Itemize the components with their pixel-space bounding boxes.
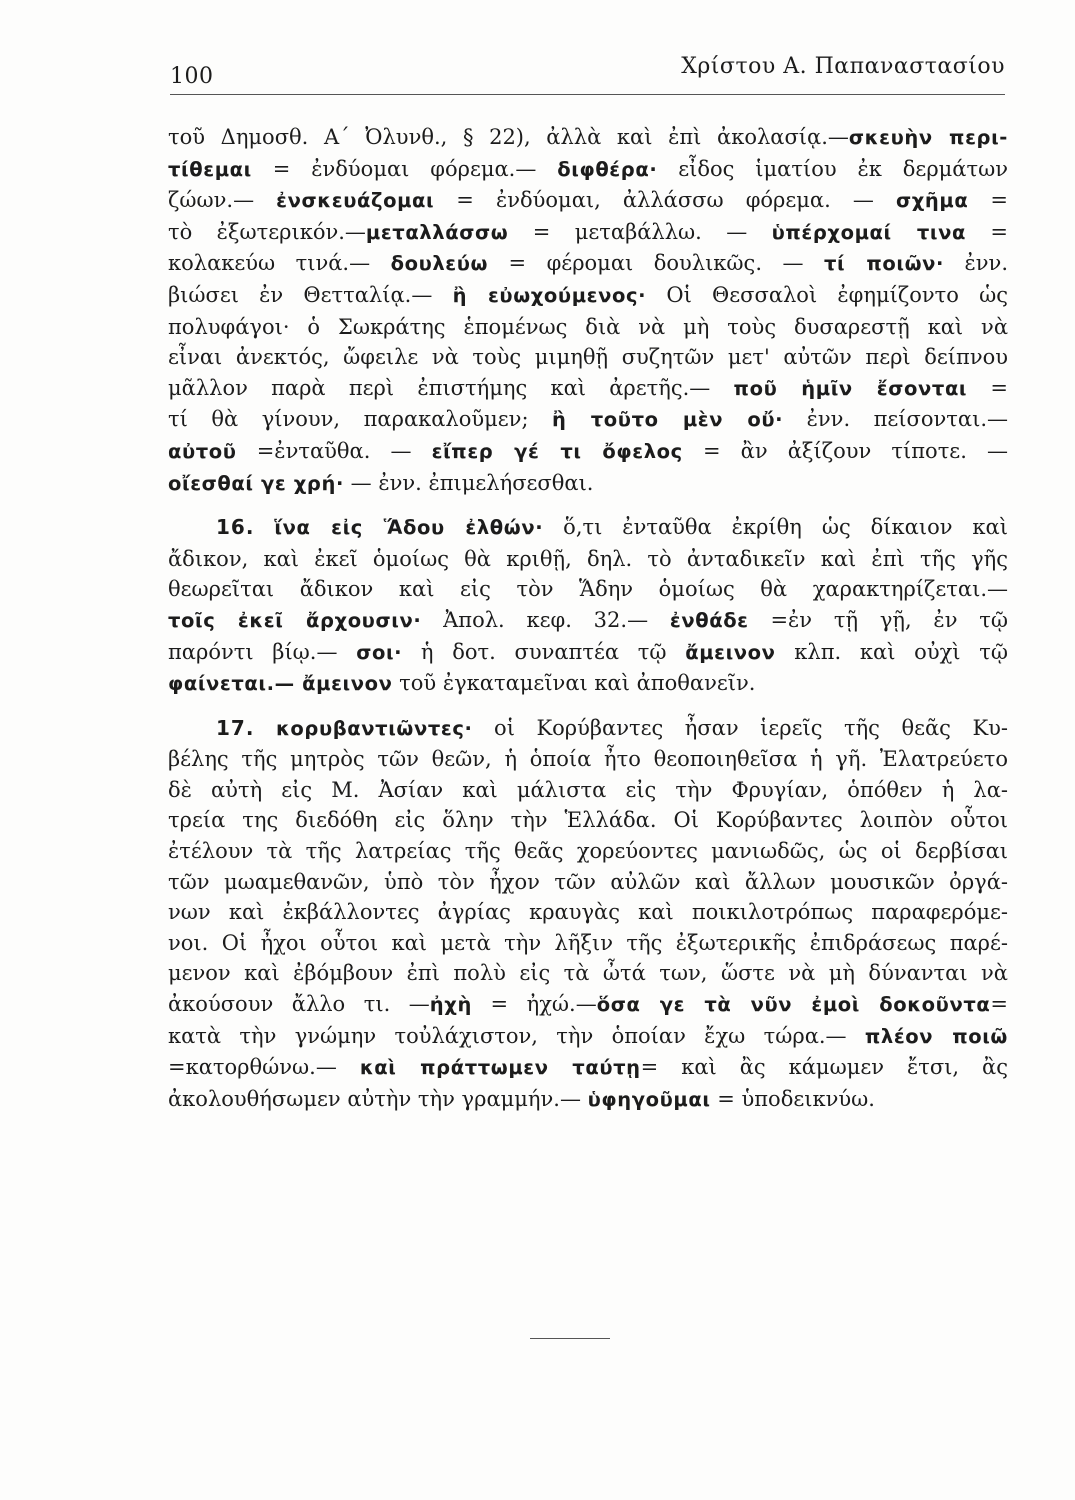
gloss-text: μᾶλλον παρὰ περὶ ἐπιστήμης καὶ ἀρετῆς.— [168, 375, 734, 400]
lemma: ἄμεινον [685, 640, 776, 664]
text-line [168, 1052, 1008, 1084]
lemma: ὑπέρχομαί τινα [771, 220, 966, 244]
lemma: οἴεσθαί γε χρή· [168, 471, 344, 495]
gloss-text: =ἐν τῇ γῇ, ἐν τῷ [748, 607, 1008, 632]
gloss-text: = καὶ ἂς κάμωμεν ἔτσι, ἂς [640, 1055, 1008, 1080]
lemma: ἢ τοῦτο μὲν οὔ· [552, 408, 784, 432]
lemma: μεταλλάσσω [365, 220, 509, 244]
text-line [168, 805, 1008, 836]
gloss-text: μενον καὶ ἐβόμβουν ἐπὶ πολὺ εἰς τὰ ὦτά των, ὥστε νὰ μὴ δύνανται νὰ [168, 961, 1008, 986]
lemma: τί ποιῶν· [823, 252, 945, 276]
gloss-text: τρεία της διεδόθη εἰς ὅλην τὴν Ἑλλάδα. Οἱ Κορύβαντες λοιπὸν οὗτοι [168, 808, 1008, 833]
gloss-text: ἐνν. πείσονται.— [783, 407, 1008, 432]
gloss-text: κλπ. καὶ οὐχὶ τῷ [775, 639, 1008, 664]
gloss-text: = μεταβάλλω. — [508, 219, 772, 244]
gloss-text: θεωρεῖται ἄδικον καὶ εἰς τὸν Ἅδην ὁμοίως θὰ χαρακτηρίζεται.— [168, 577, 1008, 602]
gloss-text: τί θὰ γίνουν, παρακαλοῦμεν; [168, 407, 553, 432]
gloss-text: Οἱ Θεσσαλοὶ ἐφημίζοντο ὡς [646, 282, 1008, 307]
gloss-text: τοῦ Δημοσθ. Α΄ Ὀλυνθ., § 22), ἀλλὰ καὶ ἐπὶ ἀκολασίᾳ.— [168, 125, 849, 149]
gloss-text: = ἐνδύομαι φόρεμα.— [251, 156, 558, 181]
text-line [168, 775, 1008, 806]
text-line [168, 436, 1008, 468]
text-line [168, 468, 1008, 500]
text-line [168, 512, 1008, 544]
lemma: ἢ εὐωχούμενος· [452, 283, 647, 307]
gloss-text: κατὰ τὴν γνώμην τοὐλάχιστον, τὴν ὁποίαν ἔχω τώρα.— [168, 1023, 865, 1048]
lemma: τίθεμαι [168, 157, 252, 181]
lemma: ποῦ ἡμῖν ἔσονται [733, 376, 968, 400]
gloss-text: = ἠχώ.— [471, 992, 597, 1017]
lemma: ἐνσκευάζομαι [276, 189, 435, 213]
gloss-text: οἱ Κορύβαντες ἦσαν ἱερεῖς τῆς θεᾶς Κυ- [472, 715, 1008, 740]
gloss-text: τῶν μωαμεθανῶν, ὑπὸ τὸν ἦχον τῶν αὐλῶν καὶ ἄλλων μουσικῶν ὀργά- [168, 869, 1008, 894]
text-line [168, 122, 1008, 154]
lemma: τοῖς ἐκεῖ ἄρχουσιν· [168, 608, 422, 632]
text-line [168, 217, 1008, 249]
text-line [168, 867, 1008, 898]
paragraph [168, 512, 1008, 700]
gloss-text: κολακεύω τινά.— [168, 251, 391, 276]
gloss-text: ἐνν. [944, 251, 1008, 276]
section-number: 16. [216, 515, 255, 540]
gloss-text: πολυφάγοι· ὁ Σωκράτης ἑπομένως διὰ νὰ μὴ τοὺς δυσαρεστῇ καὶ νὰ [168, 314, 1008, 339]
gloss-text: = [968, 188, 1009, 213]
text-line [168, 928, 1008, 959]
lemma: ἵνα εἰς Ἅδου ἐλθών· [274, 516, 544, 540]
text-line [168, 836, 1008, 867]
lemma: ὅσα γε τὰ νῦν ἐμοὶ δοκοῦντα [596, 993, 991, 1017]
gloss-text: νων καὶ ἐκβάλλοντες ἀγρίας κραυγὰς καὶ ποικιλοτρόπως παραφερόμε- [168, 900, 1008, 925]
text-line [168, 185, 1008, 217]
lemma: κορυβαντιῶντες· [275, 716, 473, 740]
text-line [168, 744, 1008, 775]
lemma: σοι· [356, 640, 403, 664]
gloss-text: = ἐνδύομαι, ἀλλάσσω φόρεμα. — [434, 188, 896, 213]
paragraph [168, 122, 1008, 499]
text-line [168, 544, 1008, 575]
text-line [168, 373, 1008, 405]
gloss-text: τοῦ ἐγκαταμεῖναι καὶ ἀποθανεῖν. [392, 671, 756, 696]
gloss-text: εἶναι ἀνεκτός, ὤφειλε νὰ τοὺς μιμηθῇ συζητῶν μετ' αὐτῶν περὶ δείπνου [168, 345, 1008, 370]
lemma: σχῆμα [895, 189, 969, 213]
gloss-text: = ἂν ἀξίζουν τίποτε. — [682, 438, 1008, 463]
gloss-text: παρόντι βίῳ.— [168, 639, 357, 664]
page-body [168, 122, 1008, 1115]
gloss-text: = φέρομαι δουλικῶς. — [488, 251, 824, 276]
text-line [168, 958, 1008, 989]
section-number: 17. [216, 715, 255, 740]
end-rule [530, 1338, 610, 1339]
lemma: ἐνθάδε [669, 608, 749, 632]
text-line [168, 989, 1008, 1021]
running-head: Χρίστου Α. Παπαναστασίου [681, 54, 1005, 79]
text-line [168, 342, 1008, 373]
text-line [168, 1084, 1008, 1116]
gloss-text: ἄδικον, καὶ ἐκεῖ ὁμοίως θὰ κριθῇ, δηλ. τὸ ἀνταδικεῖν καὶ ἐπὶ τῆς γῆς [168, 546, 1008, 571]
lemma: δουλεύω [390, 252, 489, 276]
gloss-text: =ἐνταῦθα. — [236, 438, 432, 463]
lemma: εἴπερ γέ τι ὄφελος [431, 439, 683, 463]
text-line [168, 605, 1008, 637]
text-line [168, 154, 1008, 186]
gloss-text: =κατορθώνω.— [168, 1055, 360, 1080]
text-line [168, 312, 1008, 343]
header-rule [170, 94, 1005, 95]
gloss-text: ἡ δοτ. συναπτέα τῷ [402, 639, 686, 664]
gloss-text: ὅ,τι ἐνταῦθα ἐκρίθη ὡς δίκαιον καὶ [543, 515, 1008, 540]
page-number: 100 [170, 64, 214, 89]
gloss-text: = [965, 219, 1008, 244]
gloss-text: = [990, 992, 1008, 1017]
lemma: διφθέρα· [557, 157, 658, 181]
page-header [170, 52, 1005, 92]
gloss-text: ἀκολουθήσωμεν αὐτὴν τὴν γραμμήν.— [168, 1086, 588, 1111]
gloss-text: νοι. Οἱ ἦχοι οὗτοι καὶ μετὰ τὴν λῆξιν τῆς ἐξωτερικῆς ἐπιδράσεως παρέ- [168, 930, 1008, 955]
lemma: ἠχὴ [429, 993, 472, 1017]
gloss-text: τὸ ἐξωτερικόν.— [168, 219, 366, 244]
gloss-text: = ὑποδεικνύω. [710, 1086, 875, 1111]
text-line [168, 1021, 1008, 1053]
lemma: ὑφηγοῦμαι [587, 1087, 711, 1111]
gloss-text: Ἀπολ. κεφ. 32.— [421, 607, 670, 632]
gloss-text: βιώσει ἐν Θετταλίᾳ.— [168, 282, 453, 307]
gloss-text: = [967, 375, 1008, 400]
gloss-text: — ἐνν. ἐπιμελήσεσθαι. [343, 470, 594, 495]
text-line [168, 280, 1008, 312]
lemma: καὶ πράττωμεν ταύτῃ [359, 1056, 641, 1080]
gloss-text: εἶδος ἱματίου ἐκ δερμάτων [657, 156, 1008, 181]
lemma: πλέον ποιῶ [864, 1024, 1008, 1048]
gloss-text: ἀκούσουν ἄλλο τι. — [168, 992, 430, 1017]
gloss-text: βέλης τῆς μητρὸς τῶν θεῶν, ἡ ὁποία ἦτο θεοποιηθεῖσα ἡ γῆ. Ἐλατρεύετο [168, 747, 1008, 772]
text-line [168, 248, 1008, 280]
text-line [168, 637, 1008, 669]
text-line [168, 668, 1008, 700]
text-line [168, 897, 1008, 928]
gloss-text: δὲ αὐτὴ εἰς Μ. Ἀσίαν καὶ μάλιστα εἰς τὴν Φρυγίαν, ὁπόθεν ἡ λα- [168, 777, 1008, 802]
text-line [168, 574, 1008, 605]
lemma: αὐτοῦ [168, 439, 237, 463]
text-line [168, 713, 1008, 745]
lemma: σκευὴν περι- [848, 126, 1008, 149]
gloss-text: ζώων.— [168, 188, 277, 213]
gloss-text: ἐτέλουν τὰ τῆς λατρείας τῆς θεᾶς χορεύοντες μανιωδῶς, ὡς οἱ δερβίσαι [168, 839, 1008, 864]
paragraph [168, 713, 1008, 1116]
text-line [168, 404, 1008, 436]
lemma: φαίνεται.— ἄμεινον [168, 672, 393, 696]
